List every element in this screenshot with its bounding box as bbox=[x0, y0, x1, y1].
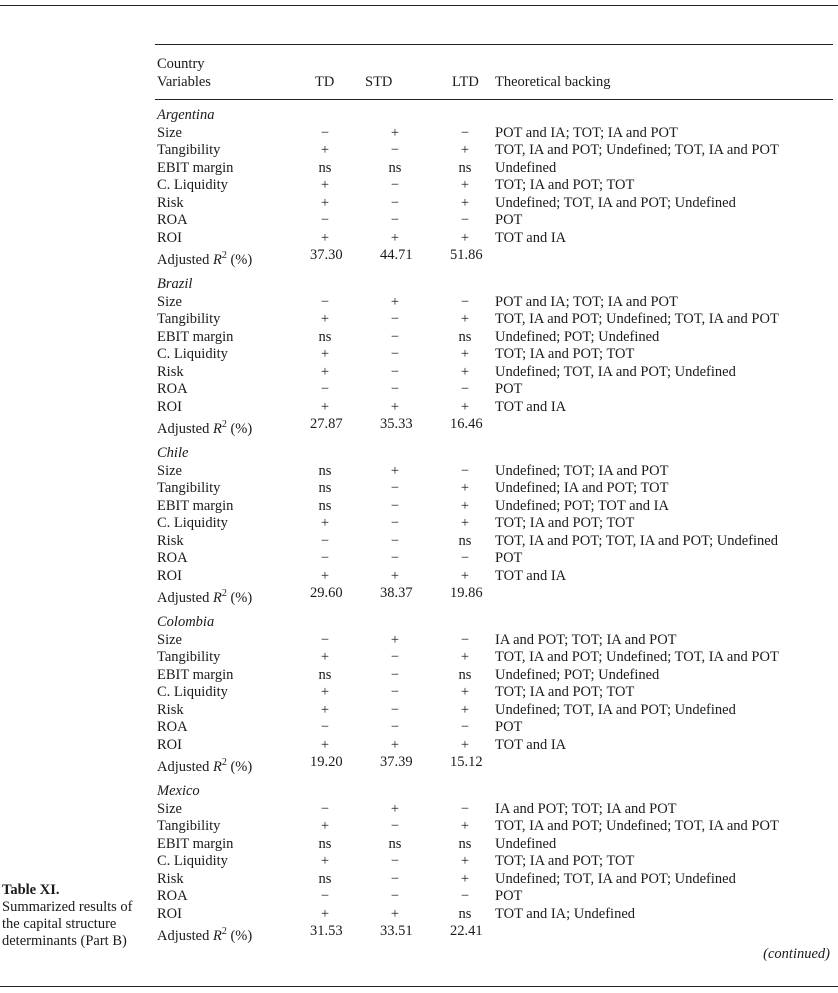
variable-cell: Risk bbox=[157, 194, 184, 211]
header-std: STD bbox=[365, 74, 393, 90]
r2-label-prefix: Adjusted bbox=[157, 420, 213, 437]
variable-cell: EBIT margin bbox=[157, 159, 234, 176]
table-row bbox=[155, 364, 833, 382]
country-group bbox=[155, 445, 833, 614]
theory-cell: Undefined; IA and POT; TOT bbox=[495, 480, 669, 496]
table-row bbox=[155, 212, 833, 230]
r2-superscript: 2 bbox=[221, 926, 227, 937]
std-cell: + bbox=[390, 905, 400, 922]
table-row bbox=[155, 399, 833, 417]
theory-cell: TOT and IA bbox=[495, 567, 567, 584]
r2-std-cell: 44.71 bbox=[380, 247, 413, 263]
variable-cell: Size bbox=[157, 462, 182, 479]
ltd-cell: + bbox=[460, 480, 470, 496]
std-cell: − bbox=[390, 515, 400, 531]
country-title: Argentina bbox=[157, 107, 215, 123]
ltd-cell: − bbox=[460, 800, 470, 817]
theory-cell: TOT, IA and POT; Undefined; TOT, IA and POT bbox=[495, 311, 779, 327]
std-cell: − bbox=[390, 684, 400, 700]
continued-note: (continued) bbox=[763, 946, 830, 962]
ltd-cell: + bbox=[460, 515, 470, 531]
ltd-cell: − bbox=[460, 888, 470, 904]
std-cell: − bbox=[390, 649, 400, 665]
std-cell: − bbox=[390, 381, 400, 397]
td-cell: ns bbox=[318, 835, 332, 852]
adjusted-r2-label bbox=[157, 416, 252, 438]
ltd-cell: + bbox=[460, 567, 470, 584]
td-cell: − bbox=[320, 800, 330, 817]
td-cell: − bbox=[320, 532, 330, 549]
variable-cell: ROI bbox=[157, 398, 182, 415]
table-row bbox=[155, 853, 833, 871]
variable-cell: ROA bbox=[157, 212, 188, 228]
r2-superscript: 2 bbox=[221, 419, 227, 430]
std-cell: − bbox=[390, 853, 400, 869]
adjusted-r2-label bbox=[157, 585, 252, 607]
td-cell: + bbox=[320, 177, 330, 193]
td-cell: + bbox=[320, 567, 330, 584]
variable-cell: Risk bbox=[157, 870, 184, 887]
page-top-rule bbox=[0, 5, 838, 6]
variable-cell: Risk bbox=[157, 532, 184, 549]
std-cell: + bbox=[390, 567, 400, 584]
std-cell: − bbox=[390, 497, 400, 514]
ltd-cell: + bbox=[460, 398, 470, 415]
ltd-cell: − bbox=[460, 719, 470, 735]
theory-cell: POT bbox=[495, 719, 523, 735]
adjusted-r2-row bbox=[155, 585, 833, 606]
td-cell: − bbox=[320, 381, 330, 397]
td-cell: + bbox=[320, 905, 330, 922]
theory-cell: TOT, IA and POT; Undefined; TOT, IA and POT bbox=[495, 818, 779, 834]
country-group bbox=[155, 107, 833, 276]
variable-cell: C. Liquidity bbox=[157, 346, 228, 362]
variable-cell: Risk bbox=[157, 701, 184, 718]
ltd-cell: ns bbox=[458, 905, 472, 922]
ltd-cell: + bbox=[460, 311, 470, 327]
adjusted-r2-row bbox=[155, 247, 833, 268]
theory-cell: IA and POT; TOT; IA and POT bbox=[495, 631, 677, 648]
td-cell: + bbox=[320, 229, 330, 246]
r2-label-prefix: Adjusted bbox=[157, 251, 213, 268]
adjusted-r2-row bbox=[155, 416, 833, 437]
variable-cell: Tangibility bbox=[157, 818, 221, 834]
variable-cell: Size bbox=[157, 800, 182, 817]
ltd-cell: + bbox=[460, 142, 470, 158]
std-cell: + bbox=[390, 736, 400, 753]
ltd-cell: + bbox=[460, 229, 470, 246]
r2-ltd-cell: 19.86 bbox=[450, 585, 483, 601]
theory-cell: Undefined; TOT, IA and POT; Undefined bbox=[495, 363, 736, 380]
r2-label-suffix: (%) bbox=[226, 589, 253, 606]
theory-cell: Undefined; POT; Undefined bbox=[495, 328, 660, 345]
country-group bbox=[155, 276, 833, 445]
variable-cell: EBIT margin bbox=[157, 497, 234, 514]
std-cell: + bbox=[390, 229, 400, 246]
td-cell: + bbox=[320, 515, 330, 531]
ltd-cell: + bbox=[460, 818, 470, 834]
theory-cell: TOT; IA and POT; TOT bbox=[495, 853, 635, 869]
r2-std-cell: 38.37 bbox=[380, 585, 413, 601]
r2-symbol: R bbox=[212, 420, 222, 437]
country-title: Mexico bbox=[157, 783, 200, 799]
theory-cell: TOT; IA and POT; TOT bbox=[495, 515, 635, 531]
td-cell: + bbox=[320, 853, 330, 869]
adjusted-r2-label bbox=[157, 247, 252, 269]
variable-cell: ROA bbox=[157, 381, 188, 397]
ltd-cell: ns bbox=[458, 328, 472, 345]
theory-cell: Undefined; TOT, IA and POT; Undefined bbox=[495, 870, 736, 887]
variable-cell: ROI bbox=[157, 229, 182, 246]
td-cell: + bbox=[320, 311, 330, 327]
td-cell: + bbox=[320, 398, 330, 415]
std-cell: + bbox=[390, 124, 400, 141]
r2-td-cell: 37.30 bbox=[310, 247, 343, 263]
td-cell: + bbox=[320, 194, 330, 211]
td-cell: ns bbox=[318, 328, 332, 345]
theory-cell: Undefined; TOT, IA and POT; Undefined bbox=[495, 701, 736, 718]
variable-cell: C. Liquidity bbox=[157, 684, 228, 700]
r2-symbol: R bbox=[212, 927, 222, 944]
td-cell: − bbox=[320, 212, 330, 228]
theory-cell: TOT, IA and POT; TOT, IA and POT; Undefined bbox=[495, 532, 778, 549]
table-row bbox=[155, 719, 833, 737]
variable-cell: Tangibility bbox=[157, 649, 221, 665]
table-top-rule bbox=[155, 44, 833, 45]
header-ltd: LTD bbox=[452, 74, 479, 90]
r2-superscript: 2 bbox=[221, 588, 227, 599]
table-row bbox=[155, 142, 833, 160]
td-cell: + bbox=[320, 818, 330, 834]
variable-cell: Tangibility bbox=[157, 480, 221, 496]
ltd-cell: + bbox=[460, 194, 470, 211]
theory-cell: TOT and IA bbox=[495, 229, 567, 246]
td-cell: − bbox=[320, 293, 330, 310]
caption-text: Summarized results of the capital structure determinants (Part B) bbox=[2, 899, 133, 949]
theory-cell: TOT and IA bbox=[495, 736, 567, 753]
td-cell: − bbox=[320, 631, 330, 648]
variable-cell: Tangibility bbox=[157, 311, 221, 327]
td-cell: ns bbox=[318, 666, 332, 683]
ltd-cell: ns bbox=[458, 532, 472, 549]
table-row bbox=[155, 329, 833, 347]
theory-cell: TOT and IA; Undefined bbox=[495, 905, 636, 922]
std-cell: − bbox=[390, 870, 400, 887]
table-row bbox=[155, 818, 833, 836]
std-cell: − bbox=[390, 888, 400, 904]
variable-cell: Risk bbox=[157, 363, 184, 380]
table-row bbox=[155, 684, 833, 702]
page-bottom-rule bbox=[0, 986, 838, 987]
ltd-cell: − bbox=[460, 293, 470, 310]
variable-cell: Size bbox=[157, 293, 182, 310]
std-cell: − bbox=[390, 142, 400, 158]
theory-cell: POT bbox=[495, 381, 523, 397]
table-row bbox=[155, 533, 833, 551]
theory-cell: TOT, IA and POT; Undefined; TOT, IA and POT bbox=[495, 649, 779, 665]
variable-cell: Tangibility bbox=[157, 142, 221, 158]
ltd-cell: + bbox=[460, 497, 470, 514]
ltd-cell: − bbox=[460, 124, 470, 141]
td-cell: ns bbox=[318, 480, 332, 496]
td-cell: + bbox=[320, 346, 330, 362]
variable-cell: Size bbox=[157, 124, 182, 141]
r2-td-cell: 19.20 bbox=[310, 754, 343, 770]
r2-std-cell: 37.39 bbox=[380, 754, 413, 770]
r2-symbol: R bbox=[212, 251, 222, 268]
r2-ltd-cell: 16.46 bbox=[450, 416, 483, 432]
std-cell: − bbox=[390, 363, 400, 380]
std-cell: ns bbox=[388, 159, 402, 176]
theory-cell: Undefined bbox=[495, 159, 557, 176]
table-header-rule bbox=[155, 99, 833, 100]
td-cell: ns bbox=[318, 462, 332, 479]
std-cell: − bbox=[390, 212, 400, 228]
td-cell: − bbox=[320, 719, 330, 735]
table-row bbox=[155, 177, 833, 195]
r2-label-suffix: (%) bbox=[226, 420, 253, 437]
table-row bbox=[155, 346, 833, 364]
country-title: Brazil bbox=[157, 276, 193, 292]
table-row bbox=[155, 649, 833, 667]
variable-cell: EBIT margin bbox=[157, 666, 234, 683]
theory-cell: TOT; IA and POT; TOT bbox=[495, 346, 635, 362]
ltd-cell: + bbox=[460, 346, 470, 362]
td-cell: + bbox=[320, 363, 330, 380]
table-row bbox=[155, 195, 833, 213]
r2-ltd-cell: 15.12 bbox=[450, 754, 483, 770]
r2-ltd-cell: 22.41 bbox=[450, 923, 483, 939]
table-row bbox=[155, 888, 833, 906]
ltd-cell: + bbox=[460, 736, 470, 753]
std-cell: − bbox=[390, 311, 400, 327]
table-row bbox=[155, 230, 833, 248]
theory-cell: TOT; IA and POT; TOT bbox=[495, 684, 635, 700]
table-row bbox=[155, 702, 833, 720]
r2-symbol: R bbox=[212, 589, 222, 606]
theory-cell: TOT; IA and POT; TOT bbox=[495, 177, 635, 193]
std-cell: − bbox=[390, 818, 400, 834]
td-cell: − bbox=[320, 550, 330, 566]
std-cell: ns bbox=[388, 835, 402, 852]
std-cell: − bbox=[390, 177, 400, 193]
theory-cell: POT bbox=[495, 212, 523, 228]
td-cell: − bbox=[320, 124, 330, 141]
td-cell: + bbox=[320, 701, 330, 718]
table-row bbox=[155, 463, 833, 481]
table-body bbox=[155, 107, 833, 952]
country-group bbox=[155, 614, 833, 783]
table-row bbox=[155, 836, 833, 854]
std-cell: − bbox=[390, 346, 400, 362]
variable-cell: C. Liquidity bbox=[157, 853, 228, 869]
ltd-cell: ns bbox=[458, 159, 472, 176]
ltd-cell: − bbox=[460, 631, 470, 648]
td-cell: − bbox=[320, 888, 330, 904]
std-cell: + bbox=[390, 631, 400, 648]
ltd-cell: + bbox=[460, 701, 470, 718]
header-theory: Theoretical backing bbox=[495, 74, 611, 90]
ltd-cell: ns bbox=[458, 666, 472, 683]
std-cell: − bbox=[390, 480, 400, 496]
r2-std-cell: 35.33 bbox=[380, 416, 413, 432]
r2-std-cell: 33.51 bbox=[380, 923, 413, 939]
table-row bbox=[155, 568, 833, 586]
caption-title: Table XI. bbox=[2, 882, 60, 898]
adjusted-r2-label bbox=[157, 754, 252, 776]
r2-td-cell: 29.60 bbox=[310, 585, 343, 601]
std-cell: + bbox=[390, 462, 400, 479]
r2-superscript: 2 bbox=[221, 250, 227, 261]
table-row bbox=[155, 125, 833, 143]
header-variables: Variables bbox=[157, 74, 211, 90]
ltd-cell: − bbox=[460, 212, 470, 228]
table-row bbox=[155, 632, 833, 650]
header-country: Country bbox=[157, 56, 205, 72]
variable-cell: EBIT margin bbox=[157, 328, 234, 345]
ltd-cell: ns bbox=[458, 835, 472, 852]
ltd-cell: + bbox=[460, 870, 470, 887]
table-caption bbox=[2, 882, 152, 950]
variable-cell: ROA bbox=[157, 550, 188, 566]
adjusted-r2-row bbox=[155, 923, 833, 944]
table-row bbox=[155, 871, 833, 889]
theory-cell: Undefined; TOT, IA and POT; Undefined bbox=[495, 194, 736, 211]
theory-cell: TOT and IA bbox=[495, 398, 567, 415]
r2-td-cell: 31.53 bbox=[310, 923, 343, 939]
r2-label-prefix: Adjusted bbox=[157, 589, 213, 606]
theory-cell: POT and IA; TOT; IA and POT bbox=[495, 293, 678, 310]
table-row bbox=[155, 801, 833, 819]
theory-cell: POT and IA; TOT; IA and POT bbox=[495, 124, 678, 141]
td-cell: ns bbox=[318, 870, 332, 887]
variable-cell: ROI bbox=[157, 567, 182, 584]
variable-cell: EBIT margin bbox=[157, 835, 234, 852]
theory-cell: POT bbox=[495, 888, 523, 904]
ltd-cell: + bbox=[460, 853, 470, 869]
table-row bbox=[155, 515, 833, 533]
r2-superscript: 2 bbox=[221, 757, 227, 768]
std-cell: − bbox=[390, 666, 400, 683]
table-row bbox=[155, 381, 833, 399]
ltd-cell: + bbox=[460, 363, 470, 380]
std-cell: − bbox=[390, 701, 400, 718]
ltd-cell: + bbox=[460, 649, 470, 665]
table-row bbox=[155, 906, 833, 924]
ltd-cell: + bbox=[460, 177, 470, 193]
std-cell: − bbox=[390, 328, 400, 345]
r2-td-cell: 27.87 bbox=[310, 416, 343, 432]
r2-label-suffix: (%) bbox=[226, 927, 253, 944]
std-cell: − bbox=[390, 550, 400, 566]
std-cell: + bbox=[390, 800, 400, 817]
td-cell: ns bbox=[318, 497, 332, 514]
header-td: TD bbox=[315, 74, 335, 90]
std-cell: + bbox=[390, 398, 400, 415]
country-group bbox=[155, 783, 833, 952]
theory-cell: Undefined; POT; TOT and IA bbox=[495, 497, 669, 514]
adjusted-r2-label bbox=[157, 923, 252, 945]
r2-label-suffix: (%) bbox=[226, 251, 253, 268]
country-title: Colombia bbox=[157, 614, 215, 630]
table-row bbox=[155, 294, 833, 312]
variable-cell: ROI bbox=[157, 736, 182, 753]
td-cell: ns bbox=[318, 159, 332, 176]
r2-label-suffix: (%) bbox=[226, 758, 253, 775]
table-row bbox=[155, 737, 833, 755]
td-cell: + bbox=[320, 736, 330, 753]
std-cell: + bbox=[390, 293, 400, 310]
theory-cell: IA and POT; TOT; IA and POT bbox=[495, 800, 677, 817]
variable-cell: Size bbox=[157, 631, 182, 648]
variable-cell: C. Liquidity bbox=[157, 515, 228, 531]
td-cell: + bbox=[320, 684, 330, 700]
std-cell: − bbox=[390, 719, 400, 735]
theory-cell: Undefined; POT; Undefined bbox=[495, 666, 660, 683]
table-row bbox=[155, 498, 833, 516]
theory-cell: TOT, IA and POT; Undefined; TOT, IA and POT bbox=[495, 142, 779, 158]
r2-label-prefix: Adjusted bbox=[157, 758, 213, 775]
variable-cell: ROA bbox=[157, 888, 188, 904]
ltd-cell: − bbox=[460, 550, 470, 566]
ltd-cell: − bbox=[460, 381, 470, 397]
country-title: Chile bbox=[157, 445, 189, 461]
td-cell: + bbox=[320, 649, 330, 665]
table-row bbox=[155, 480, 833, 498]
ltd-cell: + bbox=[460, 684, 470, 700]
variable-cell: C. Liquidity bbox=[157, 177, 228, 193]
table-row bbox=[155, 160, 833, 178]
variable-cell: ROA bbox=[157, 719, 188, 735]
adjusted-r2-row bbox=[155, 754, 833, 775]
ltd-cell: − bbox=[460, 462, 470, 479]
std-cell: − bbox=[390, 194, 400, 211]
td-cell: + bbox=[320, 142, 330, 158]
variable-cell: ROI bbox=[157, 905, 182, 922]
theory-cell: Undefined bbox=[495, 835, 557, 852]
r2-label-prefix: Adjusted bbox=[157, 927, 213, 944]
r2-ltd-cell: 51.86 bbox=[450, 247, 483, 263]
r2-symbol: R bbox=[212, 758, 222, 775]
table-row bbox=[155, 311, 833, 329]
std-cell: − bbox=[390, 532, 400, 549]
table-row bbox=[155, 667, 833, 685]
theory-cell: Undefined; TOT; IA and POT bbox=[495, 462, 669, 479]
theory-cell: POT bbox=[495, 550, 523, 566]
table-row bbox=[155, 550, 833, 568]
